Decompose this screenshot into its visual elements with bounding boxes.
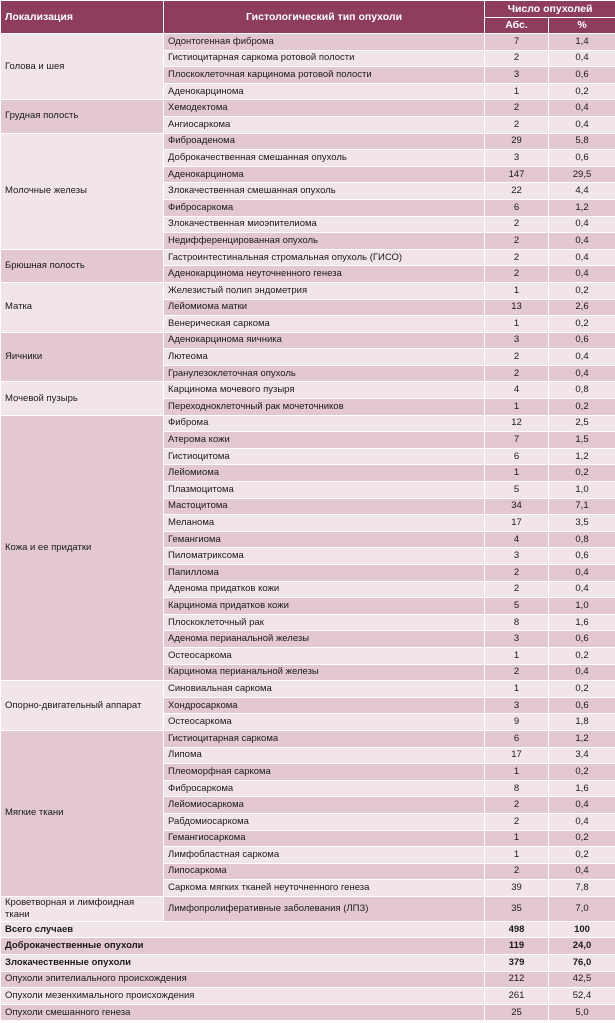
summary-pct: 52,4 bbox=[549, 988, 615, 1005]
abs-cell: 4 bbox=[485, 382, 549, 399]
histotype-cell: Остеосаркома bbox=[164, 647, 485, 664]
table-row bbox=[1, 896, 615, 921]
summary-label: Опухоли эпителиального происхождения bbox=[1, 971, 485, 988]
abs-cell: 2 bbox=[485, 565, 549, 582]
abs-cell: 17 bbox=[485, 747, 549, 764]
pct-cell: 1,0 bbox=[549, 598, 615, 615]
pct-cell: 7,0 bbox=[549, 896, 615, 921]
pct-cell: 0,4 bbox=[549, 365, 615, 382]
summary-row bbox=[1, 1004, 615, 1021]
histotype-cell: Меланома bbox=[164, 515, 485, 532]
histotype-cell: Фиброаденома bbox=[164, 133, 485, 150]
histotype-cell: Гранулезоклеточная опухоль bbox=[164, 365, 485, 382]
abs-cell: 2 bbox=[485, 797, 549, 814]
abs-cell: 6 bbox=[485, 199, 549, 216]
histotype-cell: Плоскоклеточная карцинома ротовой полости bbox=[164, 67, 485, 84]
histotype-cell: Одонтогенная фиброма bbox=[164, 34, 485, 51]
summary-row bbox=[1, 971, 615, 988]
histotype-cell: Плоскоклеточный рак bbox=[164, 614, 485, 631]
histotype-cell: Карцинома перианальной железы bbox=[164, 664, 485, 681]
summary-row bbox=[1, 955, 615, 972]
pct-cell: 5,8 bbox=[549, 133, 615, 150]
histotype-cell: Гемангиома bbox=[164, 531, 485, 548]
histotype-cell: Гастроинтестинальная стромальная опухоль (ГИСО) bbox=[164, 249, 485, 266]
header-pct: % bbox=[549, 17, 615, 34]
pct-cell: 1,6 bbox=[549, 780, 615, 797]
abs-cell: 8 bbox=[485, 780, 549, 797]
table-row bbox=[1, 100, 615, 117]
histotype-cell: Лютеома bbox=[164, 349, 485, 366]
pct-cell: 29,5 bbox=[549, 166, 615, 183]
histotype-cell: Остеосаркома bbox=[164, 714, 485, 731]
pct-cell: 1,6 bbox=[549, 614, 615, 631]
pct-cell: 0,8 bbox=[549, 382, 615, 399]
abs-cell: 1 bbox=[485, 399, 549, 416]
histotype-cell: Злокачественная смешанная опухоль bbox=[164, 183, 485, 200]
pct-cell: 0,2 bbox=[549, 399, 615, 416]
table-row bbox=[1, 249, 615, 266]
pct-cell: 0,4 bbox=[549, 863, 615, 880]
histotype-cell: Липосаркома bbox=[164, 863, 485, 880]
pct-cell: 0,2 bbox=[549, 282, 615, 299]
pct-cell: 7,1 bbox=[549, 498, 615, 515]
pct-cell: 0,2 bbox=[549, 83, 615, 100]
abs-cell: 35 bbox=[485, 896, 549, 921]
pct-cell: 0,6 bbox=[549, 332, 615, 349]
histotype-cell: Аденокарцинома яичника bbox=[164, 332, 485, 349]
abs-cell: 7 bbox=[485, 34, 549, 51]
pct-cell: 1,8 bbox=[549, 714, 615, 731]
abs-cell: 2 bbox=[485, 249, 549, 266]
table-row bbox=[1, 34, 615, 51]
histotype-cell: Аденокарцинома bbox=[164, 83, 485, 100]
summary-abs: 498 bbox=[485, 921, 549, 938]
summary-pct: 76,0 bbox=[549, 955, 615, 972]
histotype-cell: Аденома перианальной железы bbox=[164, 631, 485, 648]
table-row bbox=[1, 332, 615, 349]
summary-abs: 119 bbox=[485, 938, 549, 955]
histotype-cell: Карцинома придатков кожи bbox=[164, 598, 485, 615]
pct-cell: 2,6 bbox=[549, 299, 615, 316]
histotype-cell: Саркома мягких тканей неуточненного генеза bbox=[164, 880, 485, 897]
pct-cell: 0,4 bbox=[549, 249, 615, 266]
histotype-cell: Плеоморфная саркома bbox=[164, 764, 485, 781]
histotype-cell: Хемодектома bbox=[164, 100, 485, 117]
abs-cell: 6 bbox=[485, 448, 549, 465]
pct-cell: 4,4 bbox=[549, 183, 615, 200]
summary-abs: 261 bbox=[485, 988, 549, 1005]
pct-cell: 1,5 bbox=[549, 432, 615, 449]
abs-cell: 7 bbox=[485, 432, 549, 449]
pct-cell: 1,0 bbox=[549, 482, 615, 499]
table-row bbox=[1, 730, 615, 747]
localization-cell: Голова и шея bbox=[1, 34, 164, 100]
pct-cell: 0,4 bbox=[549, 581, 615, 598]
header-histotype: Гистологический тип опухоли bbox=[164, 1, 485, 34]
abs-cell: 2 bbox=[485, 349, 549, 366]
histotype-cell: Синовиальная саркома bbox=[164, 681, 485, 698]
pct-cell: 1,2 bbox=[549, 448, 615, 465]
summary-pct: 24,0 bbox=[549, 938, 615, 955]
pct-cell: 0,4 bbox=[549, 266, 615, 283]
histotype-cell: Лейомиома bbox=[164, 465, 485, 482]
summary-label: Злокачественные опухоли bbox=[1, 955, 485, 972]
abs-cell: 9 bbox=[485, 714, 549, 731]
summary-abs: 212 bbox=[485, 971, 549, 988]
table-row bbox=[1, 681, 615, 698]
pct-cell: 0,2 bbox=[549, 847, 615, 864]
pct-cell: 0,4 bbox=[549, 349, 615, 366]
histotype-cell: Атерома кожи bbox=[164, 432, 485, 449]
pct-cell: 2,5 bbox=[549, 415, 615, 432]
header-count: Число опухолей bbox=[485, 1, 615, 18]
abs-cell: 2 bbox=[485, 50, 549, 67]
abs-cell: 1 bbox=[485, 681, 549, 698]
summary-pct: 100 bbox=[549, 921, 615, 938]
abs-cell: 1 bbox=[485, 282, 549, 299]
abs-cell: 3 bbox=[485, 697, 549, 714]
histotype-cell: Железистый полип эндометрия bbox=[164, 282, 485, 299]
abs-cell: 3 bbox=[485, 631, 549, 648]
localization-cell: Мягкие ткани bbox=[1, 730, 164, 896]
histotype-cell: Фибросаркома bbox=[164, 199, 485, 216]
abs-cell: 8 bbox=[485, 614, 549, 631]
abs-cell: 2 bbox=[485, 233, 549, 250]
histotype-cell: Гистиоцитарная саркома ротовой полости bbox=[164, 50, 485, 67]
header-abs: Абс. bbox=[485, 17, 549, 34]
table-header bbox=[1, 1, 615, 34]
histotype-cell: Гемангиосаркома bbox=[164, 830, 485, 847]
pct-cell: 0,2 bbox=[549, 647, 615, 664]
abs-cell: 39 bbox=[485, 880, 549, 897]
pct-cell: 0,2 bbox=[549, 830, 615, 847]
histotype-cell: Фиброма bbox=[164, 415, 485, 432]
abs-cell: 4 bbox=[485, 531, 549, 548]
histotype-cell: Фибросаркома bbox=[164, 780, 485, 797]
histotype-cell: Ангиосаркома bbox=[164, 116, 485, 133]
table-row bbox=[1, 282, 615, 299]
abs-cell: 2 bbox=[485, 664, 549, 681]
histotype-cell: Аденома придатков кожи bbox=[164, 581, 485, 598]
abs-cell: 1 bbox=[485, 647, 549, 664]
histotype-cell: Доброкачественная смешанная опухоль bbox=[164, 150, 485, 167]
localization-cell: Мочевой пузырь bbox=[1, 382, 164, 415]
abs-cell: 17 bbox=[485, 515, 549, 532]
pct-cell: 0,6 bbox=[549, 697, 615, 714]
histotype-cell: Мастоцитома bbox=[164, 498, 485, 515]
summary-label: Опухоли мезенхимального происхождения bbox=[1, 988, 485, 1005]
histotype-cell: Переходноклеточный рак мочеточников bbox=[164, 399, 485, 416]
histotype-cell: Пиломатриксома bbox=[164, 548, 485, 565]
abs-cell: 2 bbox=[485, 365, 549, 382]
summary-abs: 379 bbox=[485, 955, 549, 972]
pct-cell: 0,6 bbox=[549, 631, 615, 648]
abs-cell: 147 bbox=[485, 166, 549, 183]
abs-cell: 13 bbox=[485, 299, 549, 316]
abs-cell: 1 bbox=[485, 465, 549, 482]
histotype-cell: Аденокарцинома bbox=[164, 166, 485, 183]
histotype-cell: Хондросаркома bbox=[164, 697, 485, 714]
abs-cell: 6 bbox=[485, 730, 549, 747]
abs-cell: 1 bbox=[485, 83, 549, 100]
histotype-cell: Папиллома bbox=[164, 565, 485, 582]
pct-cell: 1,2 bbox=[549, 730, 615, 747]
histotype-cell: Лимфобластная саркома bbox=[164, 847, 485, 864]
abs-cell: 5 bbox=[485, 598, 549, 615]
pct-cell: 0,4 bbox=[549, 100, 615, 117]
pct-cell: 0,2 bbox=[549, 316, 615, 333]
histotype-cell: Гистиоцитарная саркома bbox=[164, 730, 485, 747]
pct-cell: 0,2 bbox=[549, 681, 615, 698]
localization-cell: Яичники bbox=[1, 332, 164, 382]
abs-cell: 5 bbox=[485, 482, 549, 499]
localization-cell: Молочные железы bbox=[1, 133, 164, 249]
abs-cell: 22 bbox=[485, 183, 549, 200]
summary-row bbox=[1, 988, 615, 1005]
abs-cell: 12 bbox=[485, 415, 549, 432]
histotype-cell: Лимфопролиферативные заболевания (ЛПЗ) bbox=[164, 896, 485, 921]
histotype-cell: Лейомиома матки bbox=[164, 299, 485, 316]
abs-cell: 3 bbox=[485, 150, 549, 167]
localization-cell: Матка bbox=[1, 282, 164, 332]
table-row bbox=[1, 133, 615, 150]
localization-cell: Кроветворная и лимфоидная ткани bbox=[1, 896, 164, 921]
histotype-cell: Злокачественная миоэпителиома bbox=[164, 216, 485, 233]
histotype-cell: Гистиоцитома bbox=[164, 448, 485, 465]
abs-cell: 34 bbox=[485, 498, 549, 515]
summary-label: Опухоли смешанного генеза bbox=[1, 1004, 485, 1021]
abs-cell: 29 bbox=[485, 133, 549, 150]
pct-cell: 0,4 bbox=[549, 565, 615, 582]
histotype-cell: Плазмоцитома bbox=[164, 482, 485, 499]
abs-cell: 2 bbox=[485, 813, 549, 830]
histotype-cell: Лейомиосаркома bbox=[164, 797, 485, 814]
abs-cell: 2 bbox=[485, 116, 549, 133]
histotype-cell: Липома bbox=[164, 747, 485, 764]
pct-cell: 0,4 bbox=[549, 797, 615, 814]
pct-cell: 0,4 bbox=[549, 233, 615, 250]
pct-cell: 0,4 bbox=[549, 664, 615, 681]
pct-cell: 1,2 bbox=[549, 199, 615, 216]
abs-cell: 1 bbox=[485, 847, 549, 864]
table-row bbox=[1, 382, 615, 399]
pct-cell: 0,6 bbox=[549, 548, 615, 565]
summary-row bbox=[1, 921, 615, 938]
pct-cell: 0,6 bbox=[549, 150, 615, 167]
abs-cell: 2 bbox=[485, 581, 549, 598]
abs-cell: 3 bbox=[485, 332, 549, 349]
pct-cell: 0,4 bbox=[549, 216, 615, 233]
localization-cell: Брюшная полость bbox=[1, 249, 164, 282]
pct-cell: 0,4 bbox=[549, 116, 615, 133]
table-body bbox=[1, 34, 615, 1021]
abs-cell: 2 bbox=[485, 216, 549, 233]
header-localization: Локализация bbox=[1, 1, 164, 34]
localization-cell: Грудная полость bbox=[1, 100, 164, 133]
pct-cell: 1,4 bbox=[549, 34, 615, 51]
histotype-cell: Недифференцированная опухоль bbox=[164, 233, 485, 250]
pct-cell: 0,2 bbox=[549, 465, 615, 482]
pct-cell: 0,4 bbox=[549, 813, 615, 830]
abs-cell: 1 bbox=[485, 316, 549, 333]
histotype-cell: Карцинома мочевого пузыря bbox=[164, 382, 485, 399]
summary-row bbox=[1, 938, 615, 955]
pct-cell: 3,5 bbox=[549, 515, 615, 532]
abs-cell: 1 bbox=[485, 764, 549, 781]
pct-cell: 3,4 bbox=[549, 747, 615, 764]
localization-cell: Кожа и ее придатки bbox=[1, 415, 164, 681]
pct-cell: 0,8 bbox=[549, 531, 615, 548]
summary-abs: 25 bbox=[485, 1004, 549, 1021]
summary-label: Доброкачественные опухоли bbox=[1, 938, 485, 955]
abs-cell: 3 bbox=[485, 548, 549, 565]
abs-cell: 2 bbox=[485, 100, 549, 117]
abs-cell: 3 bbox=[485, 67, 549, 84]
histotype-cell: Аденокарцинома неуточненного генеза bbox=[164, 266, 485, 283]
abs-cell: 2 bbox=[485, 266, 549, 283]
pct-cell: 0,2 bbox=[549, 764, 615, 781]
pct-cell: 0,4 bbox=[549, 50, 615, 67]
pct-cell: 0,6 bbox=[549, 67, 615, 84]
summary-label: Всего случаев bbox=[1, 921, 485, 938]
localization-cell: Опорно-двигательный аппарат bbox=[1, 681, 164, 731]
abs-cell: 2 bbox=[485, 863, 549, 880]
summary-pct: 42,5 bbox=[549, 971, 615, 988]
summary-pct: 5,0 bbox=[549, 1004, 615, 1021]
histotype-cell: Венерическая саркома bbox=[164, 316, 485, 333]
table-row bbox=[1, 415, 615, 432]
pct-cell: 7,8 bbox=[549, 880, 615, 897]
abs-cell: 1 bbox=[485, 830, 549, 847]
histotype-cell: Рабдомиосаркома bbox=[164, 813, 485, 830]
